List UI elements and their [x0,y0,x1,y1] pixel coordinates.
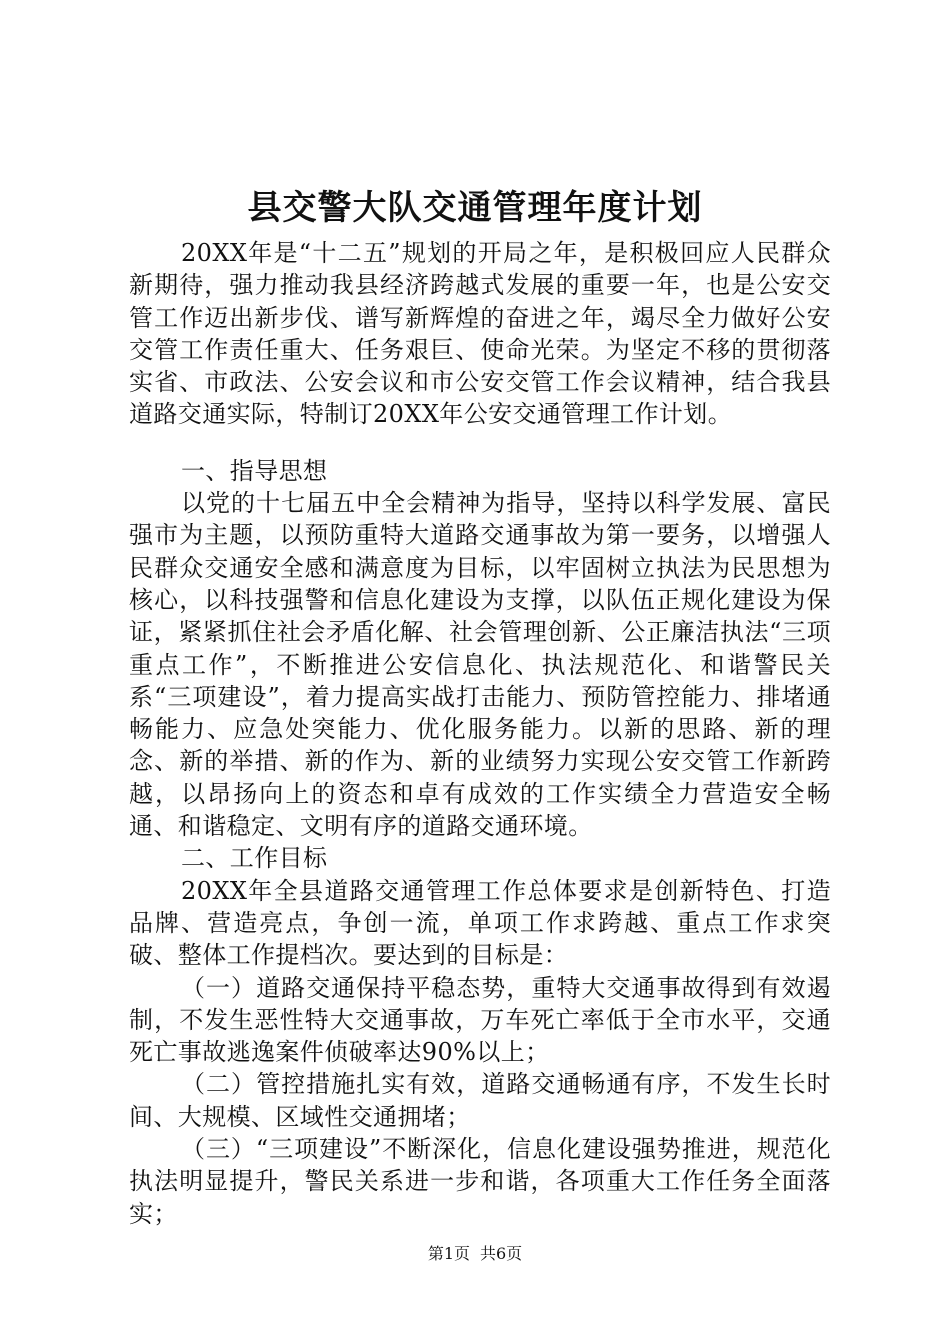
section-heading-work-goals: 二、工作目标 [181,844,328,873]
page-total: 共6页 [480,1244,523,1263]
goal-item-3: （三）“三项建设”不断深化，信息化建设强势推进，规范化执法明显提升，警民关系进一步和谐，各项重大工作任务全面落实； [129,1135,831,1228]
goal-item-2: （二）管控措施扎实有效，道路交通畅通有序，不发生长时间、大规模、区域性交通拥堵； [129,1070,831,1131]
page-footer [0,1244,950,1264]
section-heading-guiding-ideology: 一、指导思想 [181,456,328,485]
document-body [129,237,831,1230]
goal-item-1: （一）道路交通保持平稳态势，重特大交通事故得到有效遏制，不发生恶性特大交通事故，万车死亡率低于全市水平，交通死亡事故逃逸案件侦破率达90%以上； [129,973,831,1067]
document-title: 县交警大队交通管理年度计划 [247,188,703,228]
intro-paragraph: 20XX年是“十二五”规划的开局之年，是积极回应人民群众新期待，强力推动我县经济跨越式发展的重要一年，也是公安交管工作迈出新步伐、谱写新辉煌的奋进之年，竭尽全力做好公安交管工作责任重大、任务艰巨、使命光荣。为坚定不移的贯彻落实省、市政法、公安会议和市公安交管工作会议精神，结合我县道路交通实际，特制订20XX年公安交通管理工作计划。 [129,239,831,429]
page-number: 第1页 [427,1244,470,1263]
work-goals-paragraph: 20XX年全县道路交通管理工作总体要求是创新特色、打造品牌、营造亮点，争创一流，单项工作求跨越、重点工作求突破、整体工作提档次。要达到的目标是： [129,876,831,970]
paragraph-spacer [129,431,831,455]
guiding-ideology-paragraph: 以党的十七届五中全会精神为指导，坚持以科学发展、富民强市为主题，以预防重特大道路交通事故为第一要务，以增强人民群众交通安全感和满意度为目标，以牢固树立执法为民思想为核心，以科技强警和信息化建设为支撑，以队伍正规化建设为保证，紧紧抓住社会矛盾化解、社会管理创新、公正廉洁执法“三项重点工作”，不断推进公安信息化、执法规范化、和谐警民关系“三项建设”，着力提高实战打击能力、预防管控能力、排堵通畅能力、应急处突能力、优化服务能力。以新的思路、新的理念、新的举措、新的作为、新的业绩努力实现公安交管工作新跨越，以昂扬向上的资态和卓有成效的工作实绩全力营造安全畅通、和谐稳定、文明有序的道路交通环境。 [129,489,831,841]
